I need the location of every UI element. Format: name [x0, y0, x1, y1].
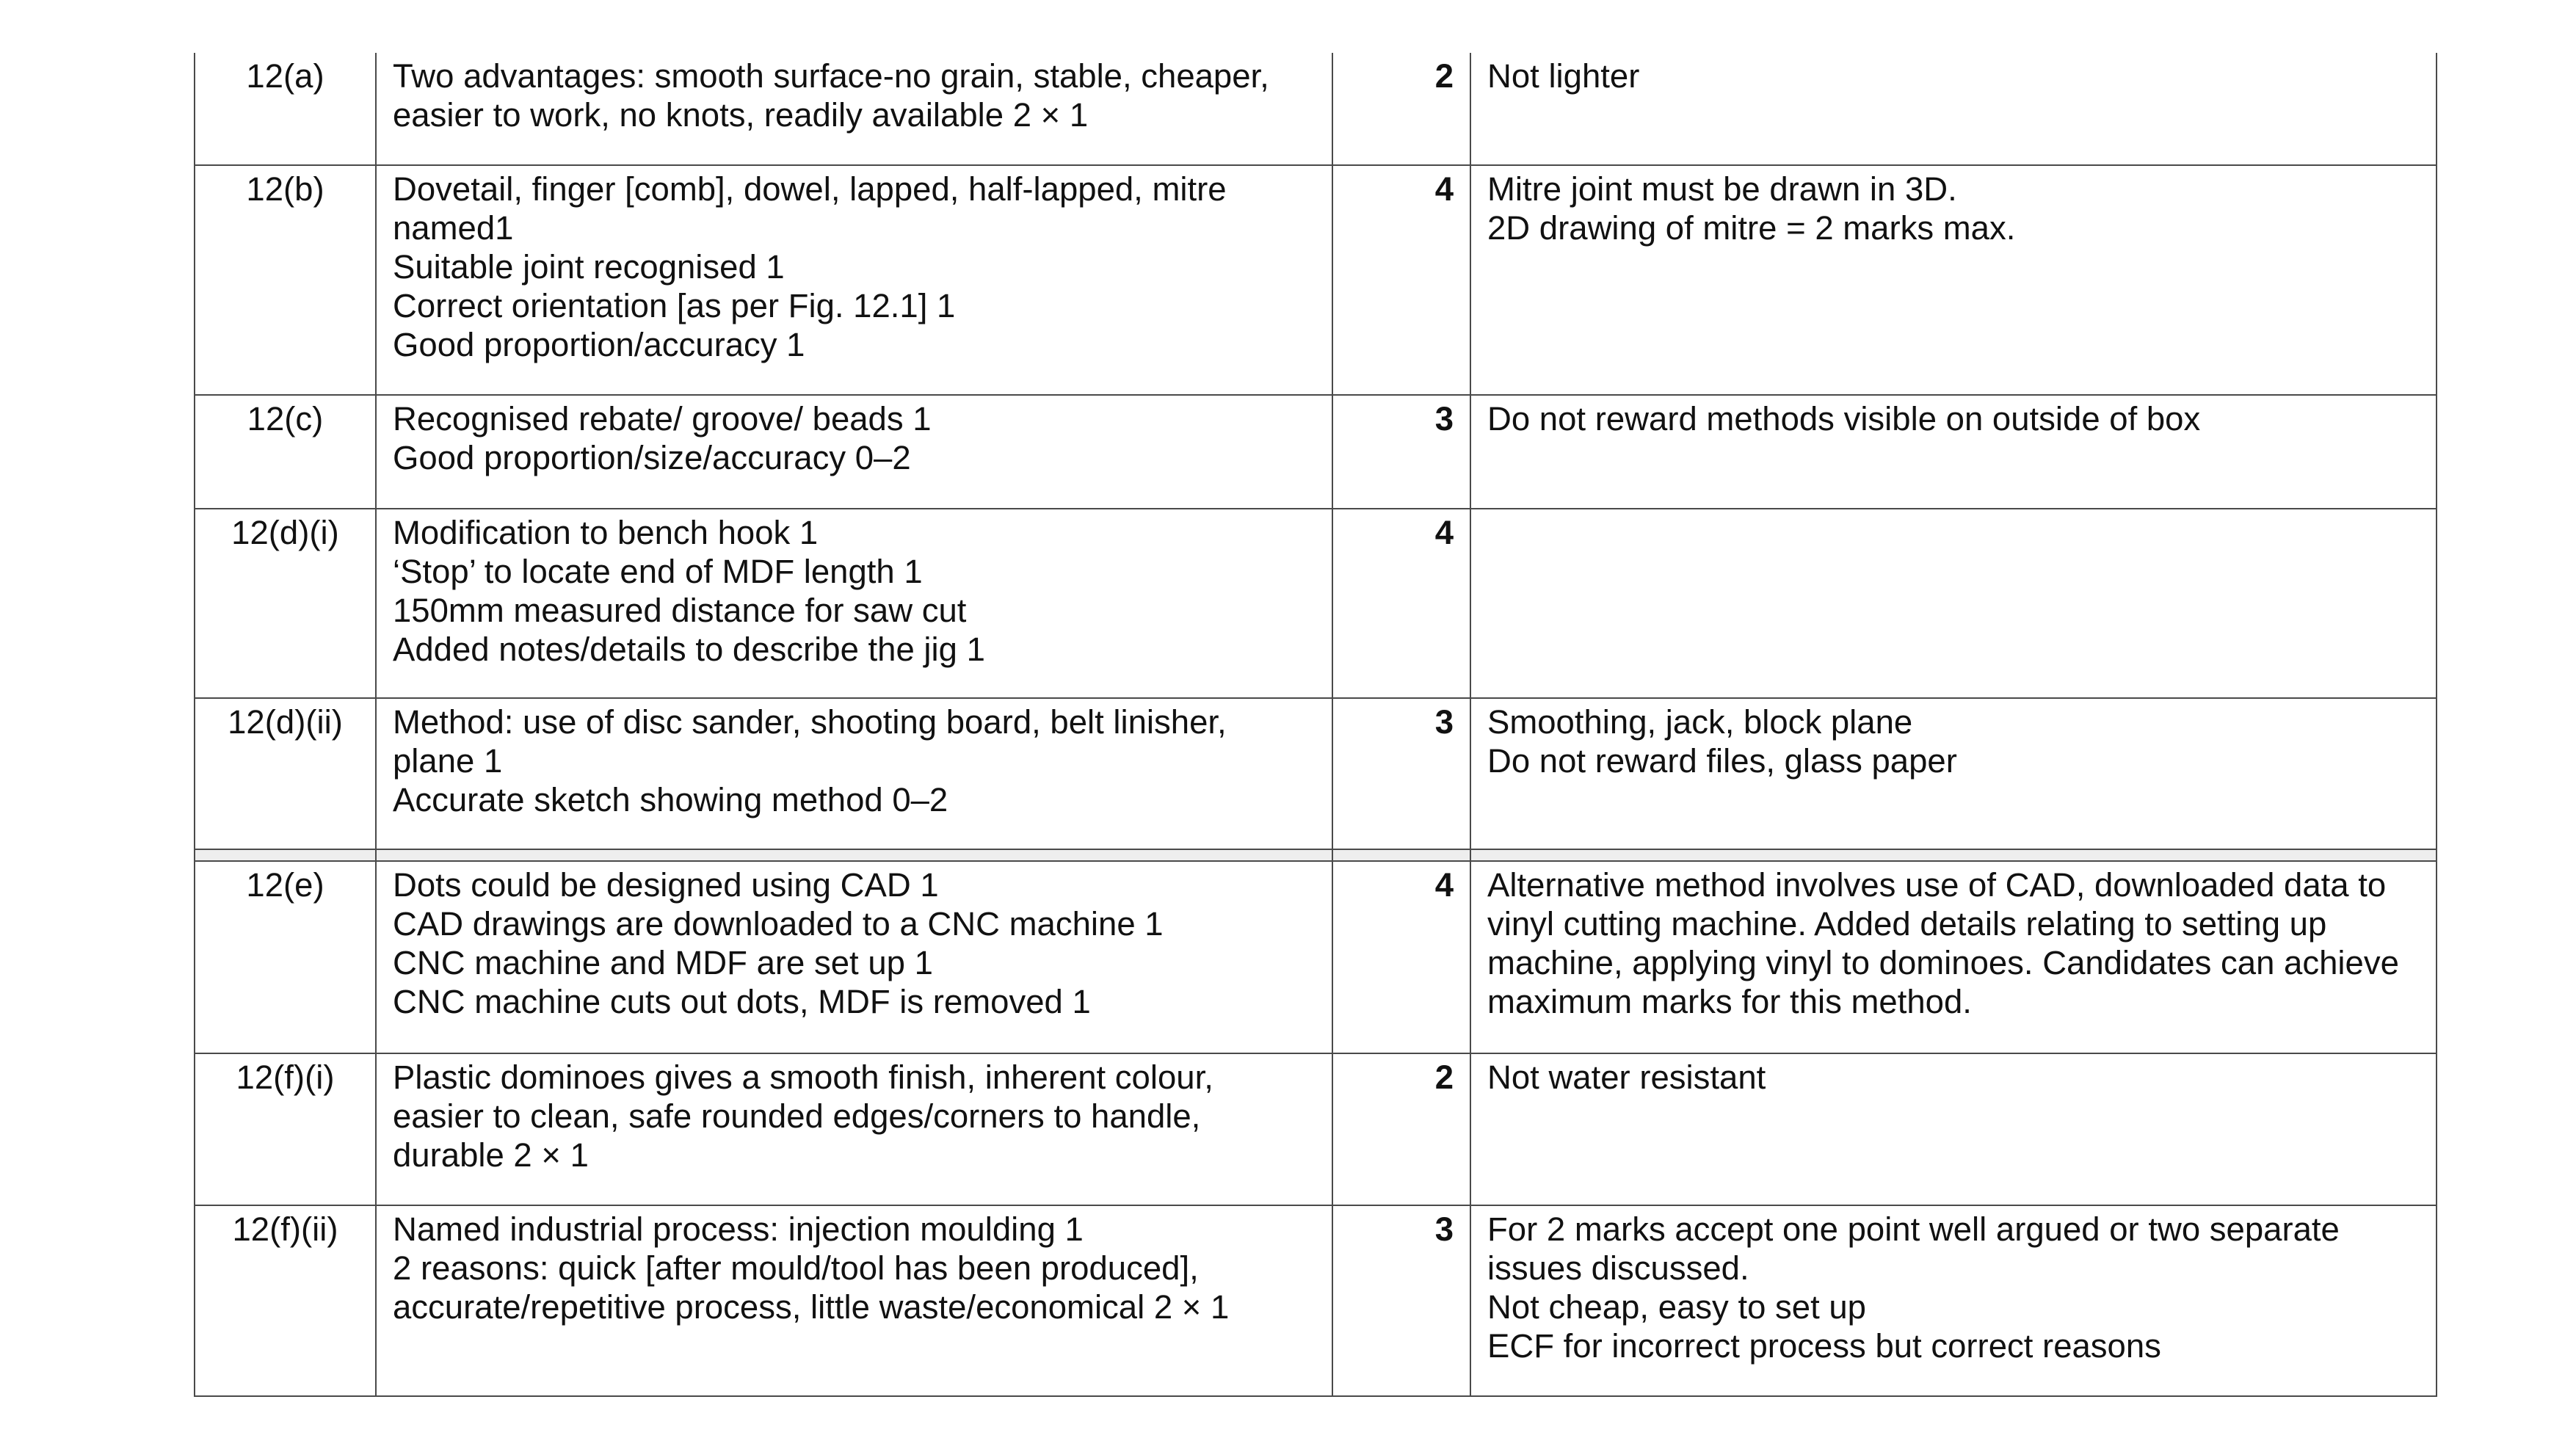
table-row	[195, 861, 2437, 1053]
answer-line: Good proportion/accuracy 1	[393, 326, 805, 363]
answer-cell	[376, 53, 1332, 165]
question-number: 12(f)(i)	[195, 1053, 376, 1205]
answer-line: Plastic dominoes gives a smooth finish, inherent colour,	[393, 1058, 1213, 1096]
guidance-line: maximum marks for this method.	[1487, 983, 1972, 1020]
answer-line: CNC machine and MDF are set up 1	[393, 944, 933, 981]
answer-line: 150mm measured distance for saw cut	[393, 592, 967, 629]
answer-line: ‘Stop’ to locate end of MDF length 1	[393, 553, 923, 590]
table-row	[195, 1053, 2437, 1205]
guidance-cell	[1470, 509, 2437, 698]
answer-line: CNC machine cuts out dots, MDF is removed 1	[393, 983, 1091, 1020]
answer-line: durable 2 × 1	[393, 1136, 589, 1174]
guidance-line: issues discussed.	[1487, 1249, 1749, 1287]
guidance-cell	[1470, 165, 2437, 395]
answer-line: named1	[393, 209, 514, 247]
answer-cell	[376, 698, 1332, 849]
question-number: 12(d)(i)	[195, 509, 376, 698]
marks-cell: 3	[1332, 698, 1470, 849]
guidance-line: ECF for incorrect process but correct reasons	[1487, 1327, 2161, 1365]
guidance-line: vinyl cutting machine. Added details relating to setting up	[1487, 905, 2327, 943]
answer-line: Correct orientation [as per Fig. 12.1] 1	[393, 287, 956, 324]
guidance-line: machine, applying vinyl to dominoes. Candidates can achieve	[1487, 944, 2399, 981]
guidance-cell	[1470, 1053, 2437, 1205]
marks-cell: 2	[1332, 53, 1470, 165]
guidance-line: Alternative method involves use of CAD, downloaded data to	[1487, 866, 2387, 904]
answer-line: Modification to bench hook 1	[393, 514, 819, 551]
answer-line: Recognised rebate/ groove/ beads 1	[393, 400, 932, 437]
table-row	[195, 698, 2437, 849]
guidance-line: Smoothing, jack, block plane	[1487, 703, 1913, 741]
answer-line: easier to clean, safe rounded edges/corners to handle,	[393, 1097, 1201, 1135]
answer-cell	[376, 165, 1332, 395]
answer-line: plane 1	[393, 742, 503, 780]
question-number: 12(a)	[195, 53, 376, 165]
marks-cell: 2	[1332, 1053, 1470, 1205]
guidance-line: Not water resistant	[1487, 1058, 1766, 1096]
guidance-cell	[1470, 1205, 2437, 1396]
guidance-line: 2D drawing of mitre = 2 marks max.	[1487, 209, 2016, 247]
question-number: 12(e)	[195, 861, 376, 1053]
answer-line: Dovetail, finger [comb], dowel, lapped, half-lapped, mitre	[393, 170, 1227, 208]
answer-line: Two advantages: smooth surface-no grain, stable, cheaper,	[393, 57, 1269, 95]
marks-cell: 3	[1332, 395, 1470, 509]
answer-cell	[376, 1205, 1332, 1396]
guidance-line: Do not reward files, glass paper	[1487, 742, 1957, 780]
guidance-cell	[1470, 861, 2437, 1053]
mark-scheme-table	[194, 53, 2437, 1397]
answer-line: 2 reasons: quick [after mould/tool has been produced],	[393, 1249, 1199, 1287]
answer-cell	[376, 1053, 1332, 1205]
answer-line: easier to work, no knots, readily available 2 × 1	[393, 96, 1089, 134]
guidance-line: Mitre joint must be drawn in 3D.	[1487, 170, 1957, 208]
answer-line: Added notes/details to describe the jig 1	[393, 631, 985, 668]
answer-line: Good proportion/size/accuracy 0–2	[393, 439, 911, 476]
guidance-cell	[1470, 698, 2437, 849]
answer-cell	[376, 861, 1332, 1053]
answer-line: Method: use of disc sander, shooting board, belt linisher,	[393, 703, 1227, 741]
question-number: 12(b)	[195, 165, 376, 395]
marks-cell: 4	[1332, 861, 1470, 1053]
divider-cell	[195, 849, 376, 861]
guidance-line: Not cheap, easy to set up	[1487, 1288, 1866, 1326]
divider-cell	[1470, 849, 2437, 861]
marks-cell: 4	[1332, 165, 1470, 395]
guidance-cell	[1470, 395, 2437, 509]
answer-line: Accurate sketch showing method 0–2	[393, 781, 948, 818]
divider-cell	[376, 849, 1332, 861]
guidance-cell	[1470, 53, 2437, 165]
answer-line: CAD drawings are downloaded to a CNC machine 1	[393, 905, 1164, 943]
divider-cell	[1332, 849, 1470, 861]
table-row	[195, 509, 2437, 698]
answer-line: Named industrial process: injection moulding 1	[393, 1210, 1084, 1248]
answer-cell	[376, 395, 1332, 509]
question-number: 12(f)(ii)	[195, 1205, 376, 1396]
question-number: 12(d)(ii)	[195, 698, 376, 849]
marks-cell: 4	[1332, 509, 1470, 698]
table-row	[195, 53, 2437, 165]
table-row	[195, 1205, 2437, 1396]
guidance-line: Not lighter	[1487, 57, 1640, 95]
guidance-line: Do not reward methods visible on outside of box	[1487, 400, 2201, 437]
page-break-divider	[195, 849, 2437, 861]
answer-line: Suitable joint recognised 1	[393, 248, 785, 286]
table-row	[195, 165, 2437, 395]
table-row	[195, 395, 2437, 509]
answer-line: Dots could be designed using CAD 1	[393, 866, 939, 904]
answer-cell	[376, 509, 1332, 698]
answer-line: accurate/repetitive process, little waste/economical 2 × 1	[393, 1288, 1230, 1326]
guidance-line: For 2 marks accept one point well argued or two separate	[1487, 1210, 2340, 1248]
marks-cell: 3	[1332, 1205, 1470, 1396]
question-number: 12(c)	[195, 395, 376, 509]
